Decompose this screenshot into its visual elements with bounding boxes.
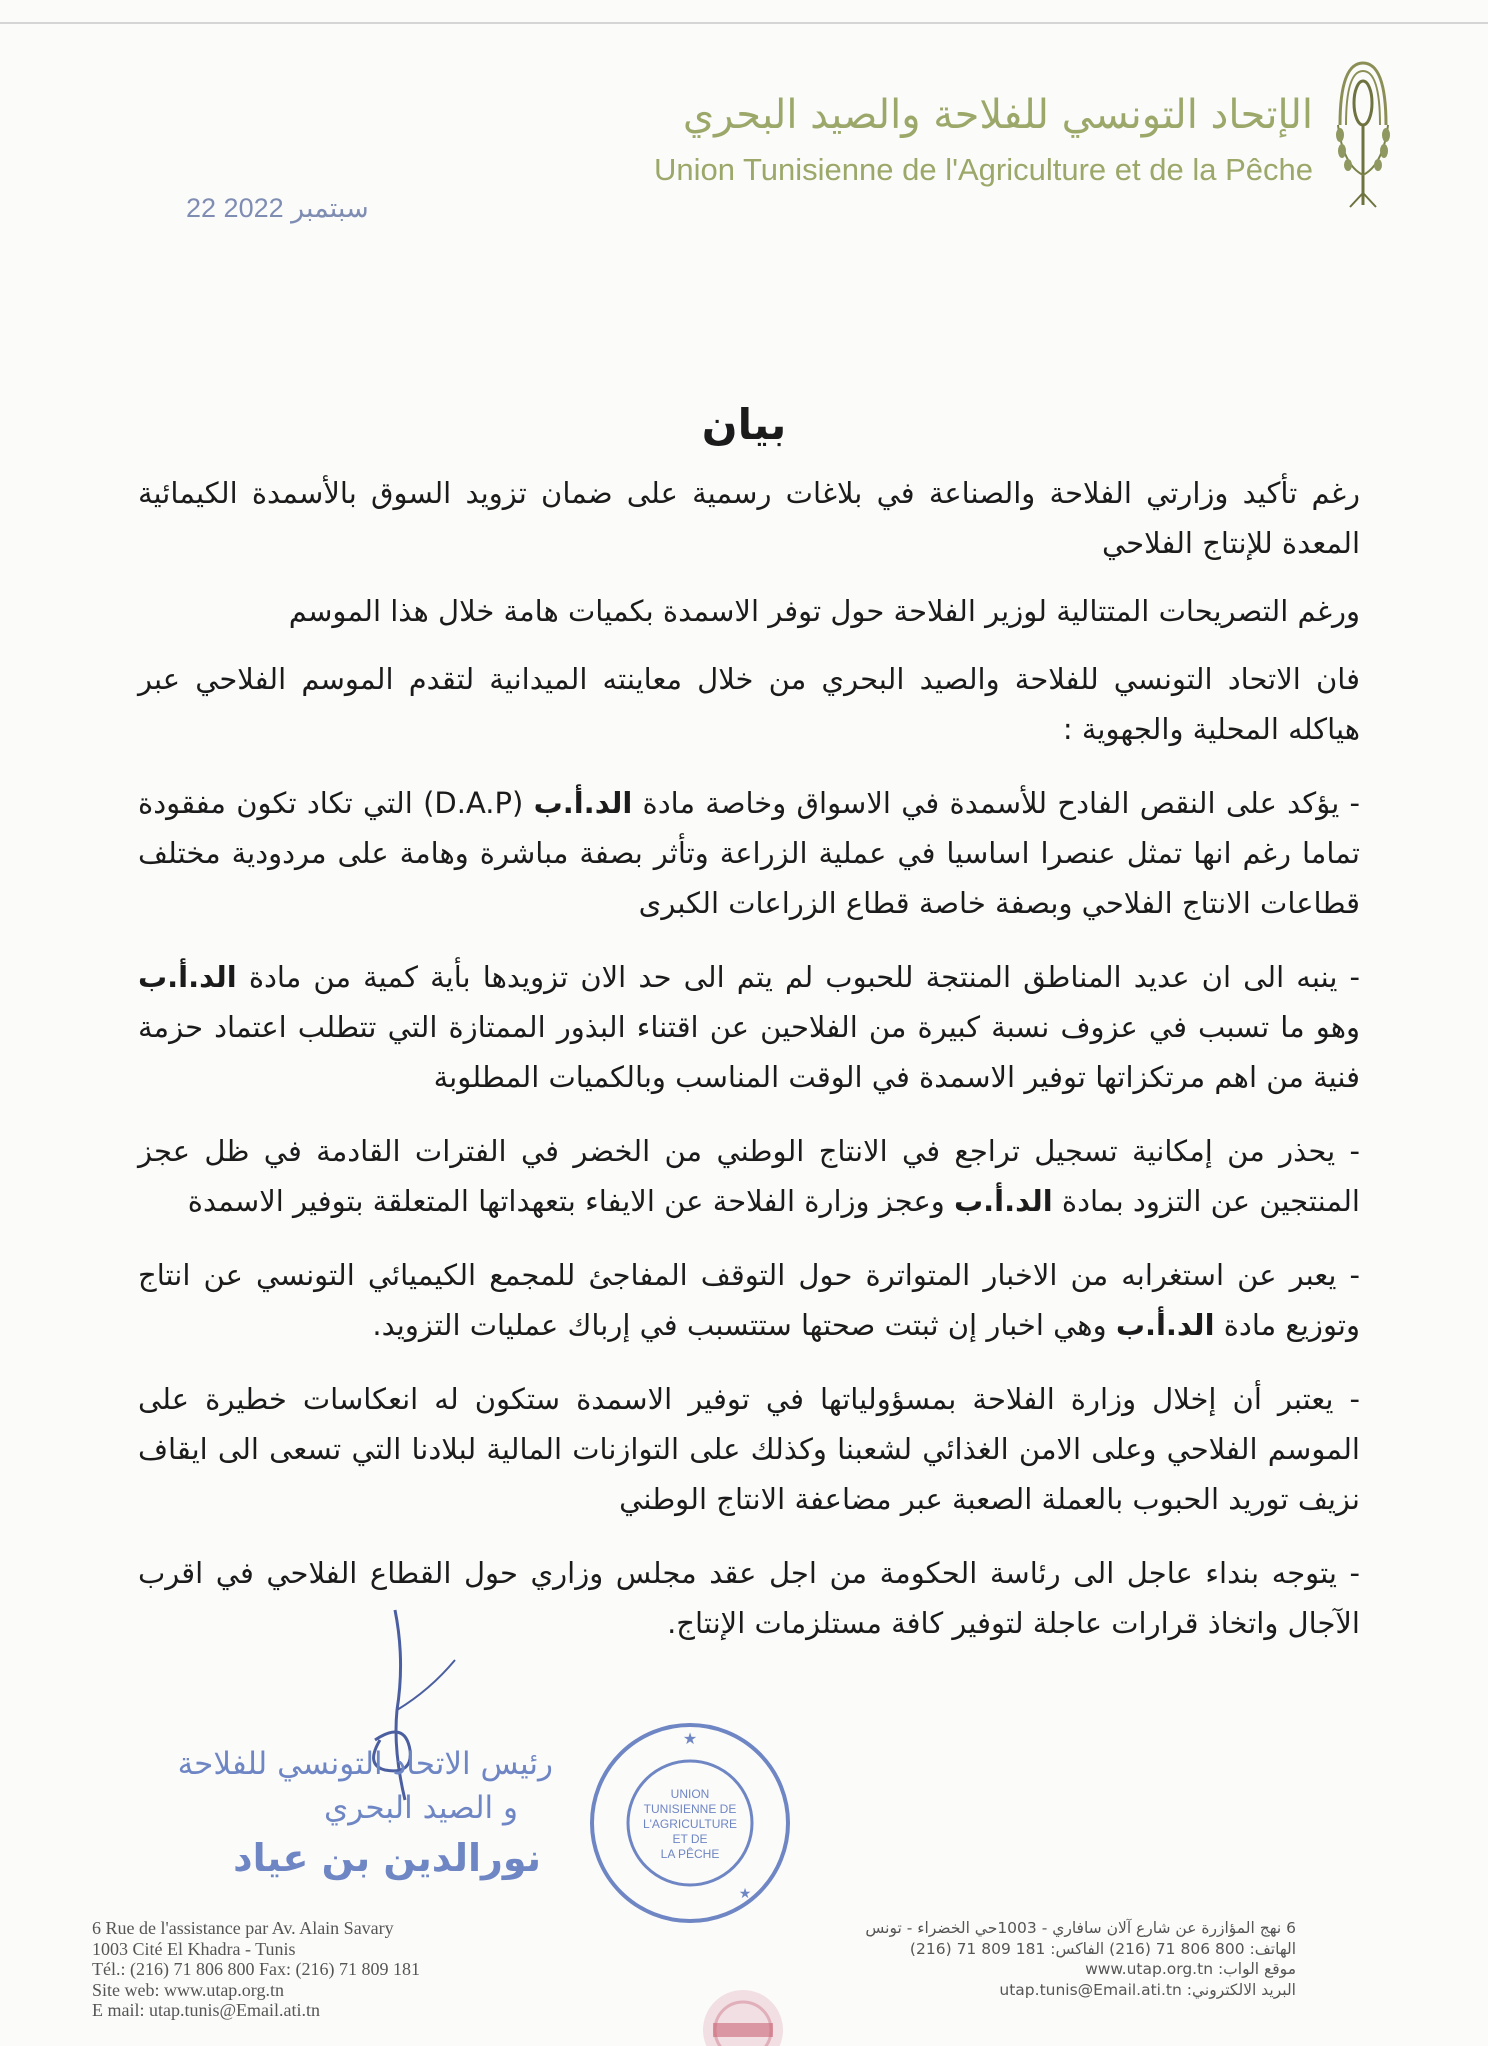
footer-right-line-1: 6 نهج المؤازرة عن شارع آلان سافاري - 1003حي الخضراء - تونس xyxy=(865,1919,1296,1937)
point-3-text-a: - يحذر من إمكانية تسجيل تراجع في الانتاج الوطني من الخضر في الفترات القادمة في ظل عجز المنتجين عن التزود بمادة xyxy=(138,1134,1360,1218)
svg-text:★: ★ xyxy=(738,1886,752,1902)
point-2-text-a: - ينبه الى ان عديد المناطق المنتجة للحبوب لم يتم الى حد الان تزويدها بأية كمية من مادة xyxy=(236,960,1360,994)
signature-block xyxy=(53,1742,553,1886)
org-name-arabic: الإتحاد التونسي للفلاحة والصيد البحري xyxy=(682,92,1313,138)
seal-line-5: LA PÊCHE xyxy=(660,1847,720,1861)
footer-right-line-4: البريد الالكتروني: utap.tunis@Email.ati.tn xyxy=(999,1980,1296,1999)
point-3-bold-term: الد.أ.ب xyxy=(953,1184,1053,1218)
point-3-text-b: وعجز وزارة الفلاحة عن الايفاء بتعهداتها المتعلقة بتوفير الاسمدة xyxy=(187,1184,954,1218)
official-seal-icon xyxy=(585,1718,795,1928)
point-1 xyxy=(138,778,1360,928)
footer-right-line-2: الهاتف: 800 806 71 (216) الفاكس: 181 809 71 (216) xyxy=(909,1939,1296,1958)
point-1-text-a: - يؤكد على النقص الفادح للأسمدة في الاسواق وخاصة مادة xyxy=(632,786,1360,820)
intro-paragraph-2: ورغم التصريحات المتتالية لوزير الفلاحة حول توفر الاسمدة بكميات هامة خلال هذا الموسم xyxy=(288,594,1360,628)
signatory-title-line-1: رئيس الاتحاد التونسي للفلاحة xyxy=(177,1746,553,1782)
footer-address-french xyxy=(92,1918,420,2021)
intro-paragraph-1: رغم تأكيد وزارتي الفلاحة والصناعة في بلاغات رسمية على ضمان تزويد السوق بالأسمدة الكيمائية المعدة للإنتاج الفلاحي xyxy=(138,476,1360,560)
seal-line-1: UNION xyxy=(670,1787,710,1801)
footer-left-line-5: E mail: utap.tunis@Email.ati.tn xyxy=(92,2000,321,2020)
date-stamp: 22 سبتمبر 2022 xyxy=(186,193,369,223)
document-body xyxy=(138,468,1360,1672)
point-1-bold-term: الد.أ.ب xyxy=(533,786,633,820)
footer-left-line-3: Tél.: (216) 71 806 800 Fax: (216) 71 809 181 xyxy=(92,1959,420,1979)
point-2-bold-term: الد.أ.ب xyxy=(138,960,237,994)
point-2 xyxy=(138,952,1360,1102)
point-4 xyxy=(138,1250,1360,1350)
signatory-name: نورالدين بن عياد xyxy=(233,1836,541,1880)
footer-left-line-4: Site web: www.utap.org.tn xyxy=(92,1979,284,2000)
point-4-text-b: وهي اخبار إن ثبتت صحتها ستتسبب في إرباك عمليات التزويد. xyxy=(372,1308,1116,1342)
footer-left-line-2: 1003 Cité El Khadra - Tunis xyxy=(92,1938,296,1959)
svg-text:★: ★ xyxy=(682,1729,698,1748)
seal-line-2: TUNISIENNE DE xyxy=(643,1802,737,1816)
point-1-text-b: (D.A.P) التي تكاد تكون مفقودة تماما رغم انها تمثل عنصرا اساسيا في عملية الزراعة وتأثر بصفة مباشرة وهامة على مردودية مختلف قطاعات الانتاج الفلاحي وبصفة خاصة قطاع الزراعات الكبرى xyxy=(138,786,1360,920)
seal-line-3: L'AGRICULTURE xyxy=(642,1817,738,1831)
point-4-bold-term: الد.أ.ب xyxy=(1115,1308,1215,1342)
footer-right-line-3: موقع الواب: www.utap.org.tn xyxy=(1085,1960,1296,1978)
point-6: - يتوجه بنداء عاجل الى رئاسة الحكومة من اجل عقد مجلس وزاري حول القطاع الفلاحي في اقرب الآجال واتخاذ قرارات عاجلة لتوفير كافة مستلزمات الإنتاج. xyxy=(138,1556,1360,1640)
seal-line-4: ET DE xyxy=(672,1832,708,1846)
point-3 xyxy=(138,1126,1360,1226)
point-5: - يعتبر أن إخلال وزارة الفلاحة بمسؤولياتها في توفير الاسمدة ستكون له انعكاسات خطيرة على الموسم الفلاحي وعلى الامن الغذائي لشعبنا وكذلك على التوازنات المالية لبلادنا التي تسعى الى ايقاف نزيف توريد الحبوب بالعملة الصعبة عبر مضاعفة الانتاج الوطني xyxy=(138,1382,1360,1516)
point-2-text-b: وهو ما تسبب في عزوف نسبة كبيرة من الفلاحين عن اقتناء البذور الممتازة التي تتطلب اعتماد حزمة فنية من اهم مرتكزاتها توفير الاسمدة في الوقت المناسب وبالكميات المطلوبة xyxy=(138,1010,1360,1094)
utap-logo-icon xyxy=(1328,55,1398,215)
org-name-french: Union Tunisienne de l'Agriculture et de la Pêche xyxy=(653,152,1313,187)
intro-paragraph-3: فان الاتحاد التونسي للفلاحة والصيد البحري من خلال معاينته الميدانية لتقدم الموسم الفلاحي عبر هياكله المحلية والجهوية : xyxy=(138,662,1360,746)
footer-left-line-1: 6 Rue de l'assistance par Av. Alain Savary xyxy=(92,1918,394,1938)
document-title: بيان xyxy=(701,400,787,449)
footer-address-arabic xyxy=(736,1918,1296,2000)
signatory-title-line-2: و الصيد البحري xyxy=(323,1790,518,1826)
point-4-text-a: - يعبر عن استغرابه من الاخبار المتواترة حول التوقف المفاجئ للمجمع الكيميائي التونسي عن انتاج وتوزيع مادة xyxy=(138,1258,1360,1342)
page-top-rule xyxy=(0,22,1488,24)
